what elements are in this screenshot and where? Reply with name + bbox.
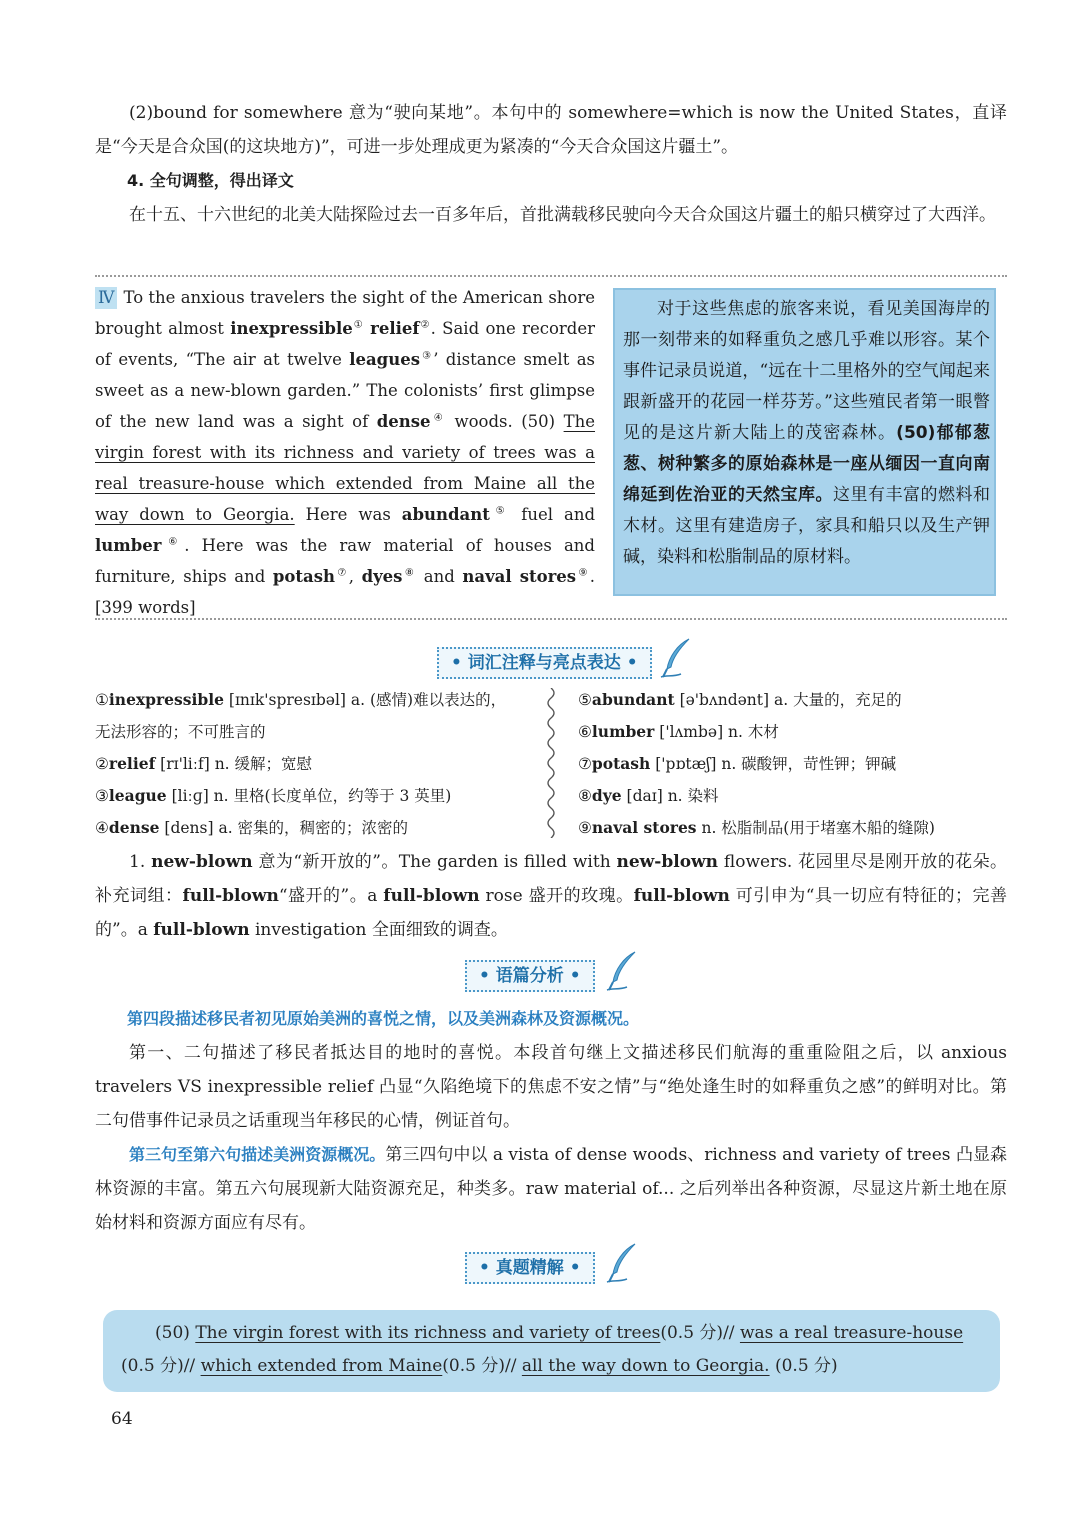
vocab-definition: [rɪ'liːf] n. 缓解；宽慰	[155, 755, 313, 773]
note-mark: ⑤	[489, 505, 511, 517]
final-translation: 在十五、十六世纪的北美大陆探险过去一百多年后，首批满载移民驶向今天合众国这片疆土的船只横穿过了大西洋。	[129, 205, 996, 225]
vocab-entry	[95, 812, 506, 844]
note-text: 意为“新开放的”。The garden is filled with	[252, 852, 617, 872]
answer-score: (0.5 分)//	[660, 1323, 740, 1343]
answer-score: (0.5 分)	[769, 1356, 838, 1376]
passage-text: To the anxious travelers the sight of the American shore brought almost	[95, 288, 595, 338]
note-text: investigation 全面细致的调查。	[249, 920, 508, 940]
note-keyword: new-blown	[616, 852, 719, 872]
note-keyword: full-blown	[153, 920, 250, 940]
vocab-definition: [ə'bʌndənt] a. 大量的，充足的	[674, 691, 902, 709]
note-text: “盛开的”。a	[278, 886, 384, 906]
passage-text: woods. (50)	[445, 412, 564, 431]
vocab-word: leagues	[349, 350, 420, 369]
passage-text: ’ distance smelt as sweet as a new-blown garden.” The colonists’ first glimpse of the new land was a sight of	[95, 350, 596, 431]
note-text: rose 盛开的玫瑰。	[479, 886, 634, 906]
passage-text: ,	[348, 567, 362, 586]
note-keyword: new-blown	[151, 852, 253, 872]
expression-note	[95, 845, 1007, 947]
vocab-entry	[578, 684, 935, 716]
vocab-word: dyes	[361, 567, 403, 586]
note-keyword: full-blown	[633, 886, 730, 906]
answer-box	[103, 1310, 1000, 1392]
section-exam-header	[465, 1252, 645, 1282]
vocab-entry	[95, 748, 506, 780]
vocab-number: ⑨	[578, 819, 592, 837]
analysis-paragraph: 第三四句中以 a vista of dense woods、richness and variety of trees 凸显森林资源的丰富。第五六句展现新大陆资源充足，种类多。raw material of... 之后列举出各种资源，尽显这片新土地在原始材料和资源方面应有尽有。	[95, 1145, 1007, 1233]
vocab-headword: relief	[108, 754, 156, 773]
vocab-entry	[578, 748, 935, 780]
passage-text: fuel and	[510, 505, 596, 524]
vocab-number: ②	[95, 755, 109, 773]
vocab-definition: [liːɡ] n. 里格(长度单位，约等于 3 英里)	[166, 787, 452, 805]
vocab-entry	[95, 780, 506, 812]
vocab-definition: 无法形容的；不可胜言的	[95, 723, 266, 741]
section-vocab-title: • 词汇注释与亮点表达 •	[437, 647, 652, 679]
note-mark: ⑦	[335, 567, 349, 579]
passage-text: and	[416, 567, 463, 586]
quill-pen-icon	[605, 950, 639, 992]
vocab-number: ⑤	[578, 691, 592, 709]
vocab-word: relief	[370, 319, 420, 338]
vocab-word: dense	[376, 412, 431, 431]
quill-pen-icon	[659, 637, 693, 679]
wavy-divider	[543, 688, 559, 838]
vocab-list-right	[578, 684, 935, 844]
note-text: flowers. 花园里尽是刚开放的花朵。补充词组：	[95, 852, 1008, 906]
answer-score: (0.5 分)//	[442, 1356, 522, 1376]
section-analysis-title: • 语篇分析 •	[465, 960, 595, 992]
vocab-headword: abundant	[591, 690, 675, 709]
vocab-headword: dense	[108, 818, 160, 837]
vocab-headword: naval stores	[591, 818, 697, 837]
translation-exam-sentence: (50)郁郁葱葱、树种繁多的原始森林是一座从缅因一直向南绵延到佐治亚的天然宝库。	[623, 423, 991, 505]
quill-pen-icon	[605, 1242, 639, 1284]
vocab-entry	[578, 812, 935, 844]
vocab-word: naval stores	[462, 567, 577, 586]
note-mark: ③	[419, 350, 434, 362]
answer-segment: The virgin forest with its richness and variety of trees	[195, 1323, 661, 1343]
passage-text: . Said one recorder of events, “The air at twelve	[95, 319, 596, 369]
intro-block	[95, 96, 1007, 232]
vocab-headword: inexpressible	[108, 690, 224, 709]
section-exam-title: • 真题精解 •	[465, 1252, 595, 1284]
note-mark: ②	[419, 319, 431, 331]
vocab-word: inexpressible	[230, 319, 353, 338]
vocab-entry	[95, 716, 506, 748]
section-analysis-header	[465, 960, 645, 990]
translation-text: 这里有丰富的燃料和木材。这里有建造房子，家具和船只以及生产钾碱，染料和松脂制品的原材料。	[623, 485, 990, 567]
answer-segment: was a real treasure-house	[739, 1323, 964, 1343]
vocab-definition: n. 松脂制品(用于堵塞木船的缝隙)	[696, 819, 935, 837]
vocab-headword: potash	[591, 754, 651, 773]
vocab-number: ④	[95, 819, 109, 837]
vocab-word: potash	[272, 567, 336, 586]
divider-bottom	[95, 618, 1007, 620]
section-vocab-header	[437, 647, 697, 677]
vocab-definition: [dens] a. 密集的，稠密的；浓密的	[159, 819, 409, 837]
passage-text: Here was	[294, 505, 402, 524]
vocab-list-left	[95, 684, 506, 844]
analysis-heading: 第四段描述移民者初见原始美洲的喜悦之情，以及美洲森林及资源概况。	[127, 1009, 640, 1028]
note-mark: ⑥	[161, 536, 185, 548]
vocab-number: ①	[95, 691, 109, 709]
vocab-headword: league	[108, 786, 167, 805]
page-number: 64	[111, 1409, 133, 1429]
note-keyword: full-blown	[182, 886, 279, 906]
translation-box	[613, 288, 996, 596]
vocab-word: abundant	[401, 505, 490, 524]
vocab-entry	[578, 716, 935, 748]
paragraph-bound-for: (2)bound for somewhere 意为“驶向某地”。本句中的 somewhere=which is now the United States，直译是“今天是合众国(的这块地方)”，可进一步处理成更为紧凑的“今天合众国这片疆土”。	[95, 103, 1007, 157]
note-text: 1.	[129, 852, 152, 872]
note-mark: ⑧	[402, 567, 417, 579]
analysis-block	[95, 1002, 1007, 1240]
passage-text: . [399 words]	[95, 567, 596, 617]
exam-sentence: The virgin forest with its richness and variety of trees was a real treasure-house which extended from Maine all the way down to Georgia.	[95, 412, 596, 524]
translation-text: 对于这些焦虑的旅客来说，看见美国海岸的那一刻带来的如释重负之感几乎难以形容。某个事件记录员说道，“远在十二里格外的空气闻起来跟新盛开的花园一样芬芳。”这些殖民者第一眼瞥见的是这片新大陆上的茂密森林。	[623, 299, 990, 443]
passage-text: . Here was the raw material of houses and furniture, ships and	[95, 536, 595, 586]
vocab-definition: ['lʌmbə] n. 木材	[654, 723, 779, 741]
note-keyword: full-blown	[383, 886, 480, 906]
vocab-definition: ['pɒtæʃ] n. 碳酸钾，苛性钾；钾碱	[650, 755, 897, 773]
analysis-heading: 第三句至第六句描述美洲资源概况。	[129, 1145, 386, 1164]
note-text: 可引申为“具一切应有特征的；完善的”。a	[95, 886, 1008, 940]
answer-segment: which extended from Maine	[200, 1356, 443, 1376]
answer-score: (0.5 分)//	[121, 1356, 201, 1376]
vocab-number: ⑦	[578, 755, 592, 773]
divider-top	[95, 275, 1007, 277]
passage-english	[95, 282, 595, 623]
paragraph-number: Ⅳ	[95, 287, 117, 309]
answer-segment: all the way down to Georgia.	[521, 1356, 770, 1376]
vocab-number: ⑧	[578, 787, 592, 805]
note-mark: ⑨	[576, 567, 590, 579]
vocab-entry	[95, 684, 506, 716]
note-mark: ④	[430, 412, 446, 424]
analysis-paragraph: 第一、二句描述了移民者抵达目的地时的喜悦。本段首句继上文描述移民们航海的重重险阻之后，以 anxious travelers VS inexpressible relief 凸显“久陷绝境下的焦虑不安之情”与“绝处逢生时的如释重负之感”的鲜明对比。第二句借事件记录员之话重现当年移民的心情，例证首句。	[95, 1043, 1007, 1131]
vocab-number: ③	[95, 787, 109, 805]
vocab-headword: dye	[591, 786, 622, 805]
vocab-definition: [ɪnɪk'spresɪbəl] a. (感情)难以表达的，	[223, 691, 507, 709]
step-heading: 4. 全句调整，得出译文	[127, 171, 294, 190]
vocab-word: lumber	[95, 536, 162, 555]
vocab-definition: [daɪ] n. 染料	[621, 787, 719, 805]
note-mark: ①	[352, 319, 364, 331]
vocab-number: ⑥	[578, 723, 592, 741]
vocab-headword: lumber	[591, 722, 655, 741]
answer-text: (50)	[155, 1323, 196, 1343]
vocab-entry	[578, 780, 935, 812]
